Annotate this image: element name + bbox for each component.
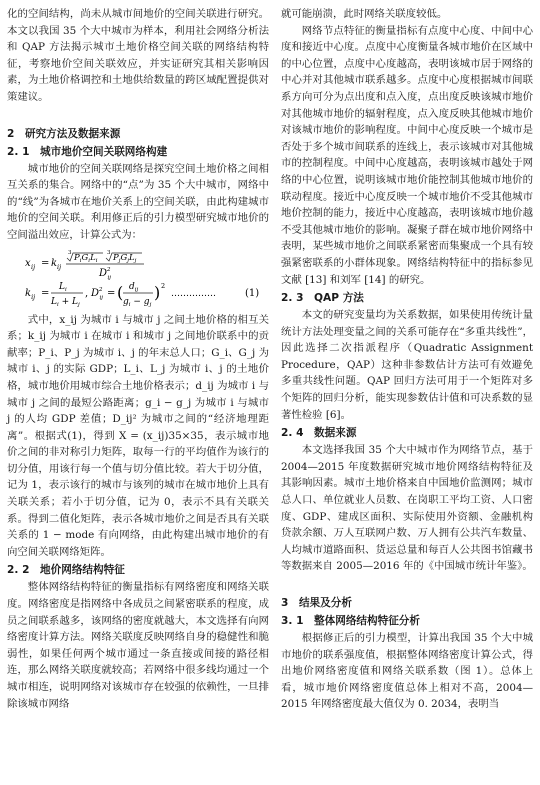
section-2-1-heading: 2. 1 城市地价空间关联网络构建: [7, 145, 168, 158]
section-3-heading: 3 结果及分析: [281, 597, 352, 609]
section-2-4-paragraph: 本文选择我国 35 个大中城市作为网络节点，基于 2004—2015 年度数据研究城市地价网络结构特征及其影响因素。城市土地价格来自中国地价监测网；城市总人口、单位就业人员数、在岗职工平均工资、人口密度、GDP、建成区面积、实际使用外资额、金融机构贷款余额、万人互联网户数、万人拥有公共汽车数量、人均城市道路面积、货运总量和每百人公共图书馆藏书等数据来自 2005—2016 年的《中国城市统计年鉴》。: [281, 444, 533, 573]
formula-frac-den-L: $L_i + L_j$: [51, 296, 80, 308]
formula-equals-2: =: [41, 287, 50, 299]
gravity-model-formula: [7, 246, 269, 308]
formula-root-index-2: 3: [107, 249, 111, 256]
section-2-2-paragraph: 整体网络结构特征的衡量指标有网络密度和网络关联度。网络密度是指网络中各成员之间紧密联系的程度，成员之间联系越多，该网络的密度就越大，本文选择有向网络密度计算方法。网络关联度反映网络自身的稳健性和脆弱性，如果任何两个城市通过一条直接或间接的路径相连，那么网络关联度就较高；若网络中很多线均通过一个城市相连，说明网络对该城市存在较强的依赖性，一旦排除该城市网络: [7, 581, 269, 710]
formula-paren-left: (: [117, 282, 124, 302]
continued-paragraph: 就可能崩溃，此时网络关联度较低。: [281, 8, 448, 20]
formula-x-sub: ij: [31, 262, 36, 271]
formula-num-j: $P_jG_jL_j$: [113, 252, 137, 264]
formula-explanation-paragraph: 式中，x_ij 为城市 i 与城市 j 之间土地价格的相互关系；k_ij 为城市 i 在城市 i 和城市 j 之间地价联系中的贡献率；P_i、P_j 为城市 i、j 的年末总人口；G_i、G_j 为城市 i、j 的实际 GDP；L_i、L_j 为城市 i、j 的土地价格，城市地价用城市综合土地价格表示；d_ij 为城市 i 与城市 j 之间的最短公路距离；g_i − g_j 为城市 i 与城市 j 的人均 GDP 差值；D_ij² 为城市之间的“经济地理距离”。根据式(1)，得到 X = (x_ij)35×35，表示城市地价之间的非对称引力矩阵，取每一行的平均值作为该行的切分值，用该行每一个值与切分值比较。若大于切分值，记为 1，表示该行的城市与该列的城市在城市地价上具有关联关系；若小于切分值，记为 0，表示不具有关联关系。得到二值化矩阵，表示各城市地价之间是否具有关联关系的 1 − mode 有向网络，由此构建出城市地价的有向空间关联网络矩阵。: [7, 313, 269, 558]
section-3-1-heading: 3. 1 整体网络结构特征分析: [281, 615, 420, 627]
intro-paragraph: 化的空间结构，尚未从城市间地价的空间关联进行研究。本文以我国 35 个大中城市为样本，利用社会网络分析法和 QAP 方法揭示城市土地价格空间关联的网络结构特征，考察地价空间关联效应，并实证研究其相关影响因素，为土地价格调控和土地供给数量的跨区域配置提供对策建议。: [7, 8, 269, 103]
formula-k: k: [51, 257, 58, 269]
section-2-2-heading: 2. 2 地价网络结构特征: [7, 564, 125, 577]
formula-equals-1: =: [41, 257, 50, 269]
section-3-1-paragraph: 根据修正后的引力模型，计算出我国 35 个大中城市地价的联系强度值，根据整体网络密度计算公式，得出地价网络密度值和网络关联系数（图 1）。总体上看，城市地价网络密度值总体上相对不高，2004—2015 年网络密度最大值仅为 0. 2034，表明当: [281, 632, 533, 711]
formula-k-sub: ij: [57, 262, 62, 271]
formula-k2: $k_{ij}$: [25, 287, 36, 301]
section-2-4-heading: 2. 4 数据来源: [281, 427, 357, 440]
formula-num-i: $P_iG_iL_i$: [74, 252, 98, 264]
formula-graphic: [25, 246, 265, 308]
formula-D2: $D^2$ ij: [91, 286, 103, 301]
section-2-3-heading: 2. 3 QAP 方法: [281, 292, 364, 305]
formula-paren-right: ): [154, 282, 161, 302]
formula-frac-num-L: $L_i$: [59, 281, 67, 293]
formula-g-diff: $g_i - g_j$: [123, 296, 152, 308]
formula-root-index-1: 3: [68, 249, 72, 256]
left-column: [7, 6, 269, 712]
formula-x: x: [25, 257, 31, 269]
section-2-1-paragraph: 城市地价的空间关联网络是探究空间土地价格之间相互关系的集合。网络中的“点”为 35 个大中城市，网络中的“线”为各城市在地价关系上的空间关联，由此构建城市地价的空间关联。利用修正后的引力模型研究城市地价的空间溢出效应，计算公式为：: [7, 162, 269, 241]
formula-equation-number: (1): [245, 287, 260, 299]
formula-comma: ,: [85, 287, 89, 299]
centrality-paragraph: 网络节点特征的衡量指标有点度中心度、中间中心度和接近中心度。点度中心度衡量各城市地价在区域中的中心位置，点度中心度越高，表明该城市居于网络的中心并对其他城市联系越多。点度中心度根据城市间联系方向可分为点出度和点入度，点出度反映该城市地价对其他城市地价的辐射程度，点入度反映其他城市地价对该城市地价的影响程度。中间中心度反映一个城市是否处于多个城市间联系的连线上，表示该城市对其他城市的控制程度。中间中心度越高，表明该城市越处于网络的中心位置，说明该城市地价能控制其他城市地价的联动程度。接近中心度反映一个城市地价不受其他城市地价控制的能力，接近中心度越高，表明该城市地价越不受其他城市地价的影响。凝聚子群在城市地价网络中表明，某些城市地价之间联系紧密而集聚成一个具有较强紧密联系的小群体现象。网络结构特征中的指标参见文献 [13] 和刘军 [14] 的研究。: [281, 24, 533, 286]
right-column: [281, 6, 533, 713]
formula-exponent: 2: [161, 281, 166, 290]
formula-denominator: $D^2$ ij: [99, 266, 111, 281]
formula-dots: ……………: [171, 288, 216, 299]
formula-dij: $d_{ij}$: [129, 281, 139, 293]
formula-equals-3: =: [107, 287, 116, 299]
section-2-3-paragraph: 本文的研究变量均为关系数据，如果使用传统计量统计方法处理变量之间的关系可能存在“多重共线性”，因此选择二次指派程序（Quadratic Assignment Procedure，QAP）这种非参数估计方法可有效避免多重共线性问题。QAP 回归方法可用于一个矩阵对多个矩阵的回归分析，能实现参数估计值和可决系数的显著性检验 [6]。: [281, 309, 533, 421]
section-2-heading: 2 研究方法及数据来源: [7, 127, 121, 140]
